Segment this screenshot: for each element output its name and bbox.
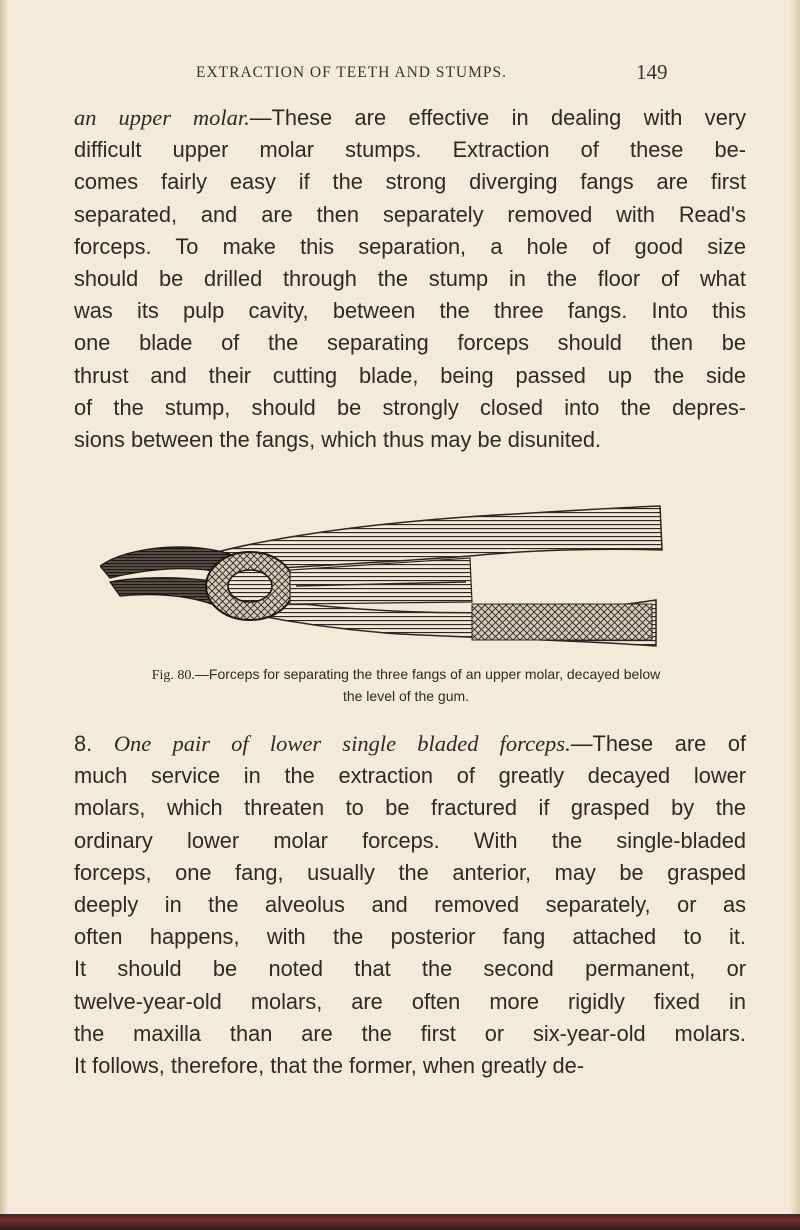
text-line: the maxilla than are the first or six-year-old molars. (74, 1020, 746, 1046)
forceps-illustration (100, 500, 670, 650)
text-line: twelve-year-old molars, are often more rigidly fixed in (74, 988, 746, 1014)
text-line: deeply in the alveolus and removed separately, or as (74, 892, 746, 918)
text-run: —These are of (570, 731, 746, 756)
text-line: comes fairly easy if the strong diverging fangs are first (74, 169, 746, 195)
figure-caption (76, 664, 736, 707)
text-line: thrust and their cutting blade, being passed up the side (74, 362, 746, 388)
italic-lead: an upper molar. (74, 105, 250, 130)
italic-lead: One pair of lower single bladed forceps. (113, 731, 571, 756)
caption-text: —Forceps for separating the three fangs of an upper molar, decayed below (194, 666, 661, 682)
text-run: —These are effective in dealing with very (249, 105, 746, 130)
text-line (74, 102, 746, 134)
text-line: separated, and are then separately removed with Read's (74, 201, 746, 227)
text-line: of the stump, should be strongly closed into the depres- (74, 394, 746, 420)
text-line: one blade of the separating forceps should then be (74, 330, 746, 356)
paragraph-1 (74, 102, 746, 456)
item-number: 8. (74, 731, 93, 756)
text-line: often happens, with the posterior fang attached to it. (74, 924, 746, 950)
figure-label: Fig. 80. (151, 668, 195, 683)
text-line: molars, which threaten to be fractured if grasped by the (74, 795, 746, 821)
book-cover-edge (0, 1214, 800, 1230)
text-line: It follows, therefore, that the former, when greatly de- (74, 1053, 585, 1079)
caption-line-2: the level of the gum. (342, 688, 470, 704)
text-line: difficult upper molar stumps. Extraction of these be- (74, 137, 746, 163)
text-line: should be drilled through the stump in the floor of what (74, 266, 746, 292)
running-header (0, 60, 800, 90)
running-title: EXTRACTION OF TEETH AND STUMPS. (196, 64, 508, 81)
text-line: ordinary lower molar forceps. With the single-bladed (74, 827, 746, 853)
paragraph-2 (74, 728, 746, 1082)
page-edge-left (0, 0, 8, 1230)
page-edge-right (790, 0, 800, 1230)
text-line: forceps. To make this separation, a hole of good size (74, 233, 746, 259)
text-line (74, 728, 746, 760)
text-line: sions between the fangs, which thus may be disunited. (74, 427, 602, 453)
text-line: It should be noted that the second permanent, or (74, 956, 746, 982)
text-line: was its pulp cavity, between the three fangs. Into this (74, 298, 746, 324)
page-number: 149 (636, 60, 668, 84)
text-line: much service in the extraction of greatly decayed lower (74, 763, 746, 789)
caption-line-1 (76, 664, 736, 686)
text-line: forceps, one fang, usually the anterior, may be grasped (74, 859, 746, 885)
